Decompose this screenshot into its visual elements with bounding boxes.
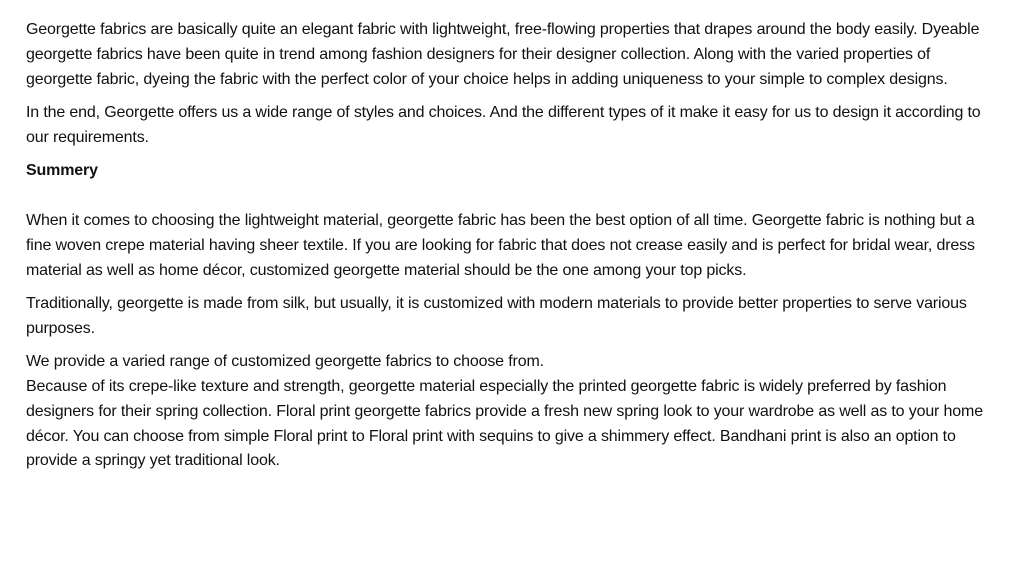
summary-heading: Summery bbox=[26, 162, 98, 180]
summary-paragraph-3 bbox=[26, 350, 994, 474]
document-body bbox=[26, 18, 994, 483]
conclusion-paragraph: In the end, Georgette offers us a wide range of styles and choices. And the different types of it make it easy for us to design it according to our requirements. bbox=[26, 103, 981, 146]
intro-paragraph: Georgette fabrics are basically quite an elegant fabric with lightweight, free-flowing properties that drapes around the body easily. Dyeable georgette fabrics have been quite in trend among fashion designers for their designer collection. Along with the varied properties of georgette fabric, dyeing the fabric with the perfect color of your choice helps in adding uniqueness to your simple to complex designs. bbox=[26, 21, 980, 88]
summary-paragraph-2: Traditionally, georgette is made from silk, but usually, it is customized with modern materials to provide better properties to serve various purposes. bbox=[26, 294, 967, 337]
summary-paragraph-3-line-2: Because of its crepe-like texture and strength, georgette material especially the printed georgette fabric is widely preferred by fashion designers for their spring collection. Floral print georgette fabrics provide a fresh new spring look to your wardrobe as well as to your home décor. You can choose from simple Floral print to Floral print with sequins to give a shimmery effect. Bandhani print is also an option to provide a springy yet traditional look. bbox=[26, 377, 983, 470]
summary-paragraph-1: When it comes to choosing the lightweight material, georgette fabric has been the best option of all time. Georgette fabric is nothing but a fine woven crepe material having sheer textile. If you are looking for fabric that does not crease easily and is perfect for bridal wear, dress material as well as home décor, customized georgette material should be the one among your top picks. bbox=[26, 211, 975, 279]
summary-paragraph-3-line-1: We provide a varied range of customized georgette fabrics to choose from. bbox=[26, 353, 544, 371]
